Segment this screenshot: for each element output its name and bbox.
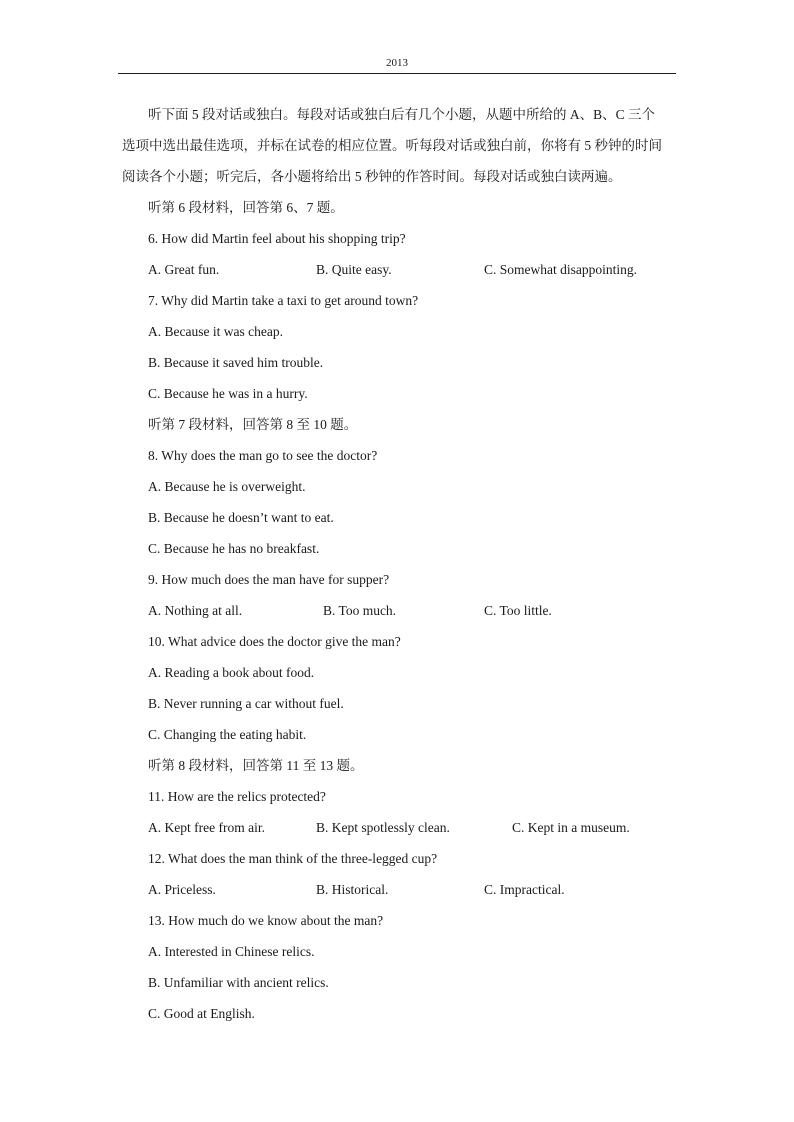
option-a: A. Interested in Chinese relics.	[148, 944, 315, 959]
option-a: A. Because he is overweight.	[148, 479, 306, 494]
question-6: 6. How did Martin feel about his shopping trip?	[148, 231, 406, 246]
option-c: C. Changing the eating habit.	[148, 727, 307, 742]
page-header	[118, 56, 676, 74]
option-c: C. Kept in a museum.	[512, 820, 630, 835]
option-c: C. Because he was in a hurry.	[148, 386, 308, 401]
question-9-options	[148, 595, 688, 626]
instructions-line-2: 选项中选出最佳选项，并标在试卷的相应位置。听每段对话或独白前，你将有 5 秒钟的时间	[122, 138, 662, 153]
option-b: B. Historical.	[316, 882, 389, 897]
question-11: 11. How are the relics protected?	[148, 789, 326, 804]
option-b: B. Never running a car without fuel.	[148, 696, 344, 711]
question-12-options	[148, 874, 688, 905]
question-10: 10. What advice does the doctor give the man?	[148, 634, 401, 649]
option-a: A. Priceless.	[148, 882, 216, 897]
section-heading-8: 听第 8 段材料，回答第 11 至 13 题。	[148, 758, 364, 773]
header-year: 2013	[386, 57, 408, 69]
exam-content	[122, 99, 688, 1029]
option-c: C. Too little.	[484, 603, 552, 618]
option-b: B. Kept spotlessly clean.	[316, 820, 450, 835]
question-7: 7. Why did Martin take a taxi to get around town?	[148, 293, 419, 308]
question-13: 13. How much do we know about the man?	[148, 913, 384, 928]
option-b: B. Because it saved him trouble.	[148, 355, 324, 370]
question-9: 9. How much does the man have for supper?	[148, 572, 390, 587]
instructions-line-3: 阅读各个小题；听完后，各小题将给出 5 秒钟的作答时间。每段对话或独白读两遍。	[122, 169, 622, 184]
option-c: C. Because he has no breakfast.	[148, 541, 320, 556]
section-heading-6: 听第 6 段材料，回答第 6、7 题。	[148, 200, 344, 215]
option-a: A. Kept free from air.	[148, 820, 265, 835]
instructions-line-1: 听下面 5 段对话或独白。每段对话或独白后有几个小题，从题中所给的 A、B、C 三个	[148, 107, 656, 122]
option-b: B. Because he doesn’t want to eat.	[148, 510, 334, 525]
option-c: C. Impractical.	[484, 882, 565, 897]
option-a: A. Reading a book about food.	[148, 665, 315, 680]
question-11-options	[148, 812, 688, 843]
option-b: B. Unfamiliar with ancient relics.	[148, 975, 329, 990]
option-a: A. Great fun.	[148, 262, 220, 277]
question-8: 8. Why does the man go to see the doctor?	[148, 448, 378, 463]
option-a: A. Nothing at all.	[148, 603, 243, 618]
option-a: A. Because it was cheap.	[148, 324, 283, 339]
question-12: 12. What does the man think of the three-legged cup?	[148, 851, 438, 866]
option-c: C. Good at English.	[148, 1006, 255, 1021]
option-b: B. Too much.	[323, 603, 397, 618]
section-heading-7: 听第 7 段材料，回答第 8 至 10 题。	[148, 417, 358, 432]
question-6-options	[148, 254, 688, 285]
option-c: C. Somewhat disappointing.	[484, 262, 637, 277]
option-b: B. Quite easy.	[316, 262, 392, 277]
